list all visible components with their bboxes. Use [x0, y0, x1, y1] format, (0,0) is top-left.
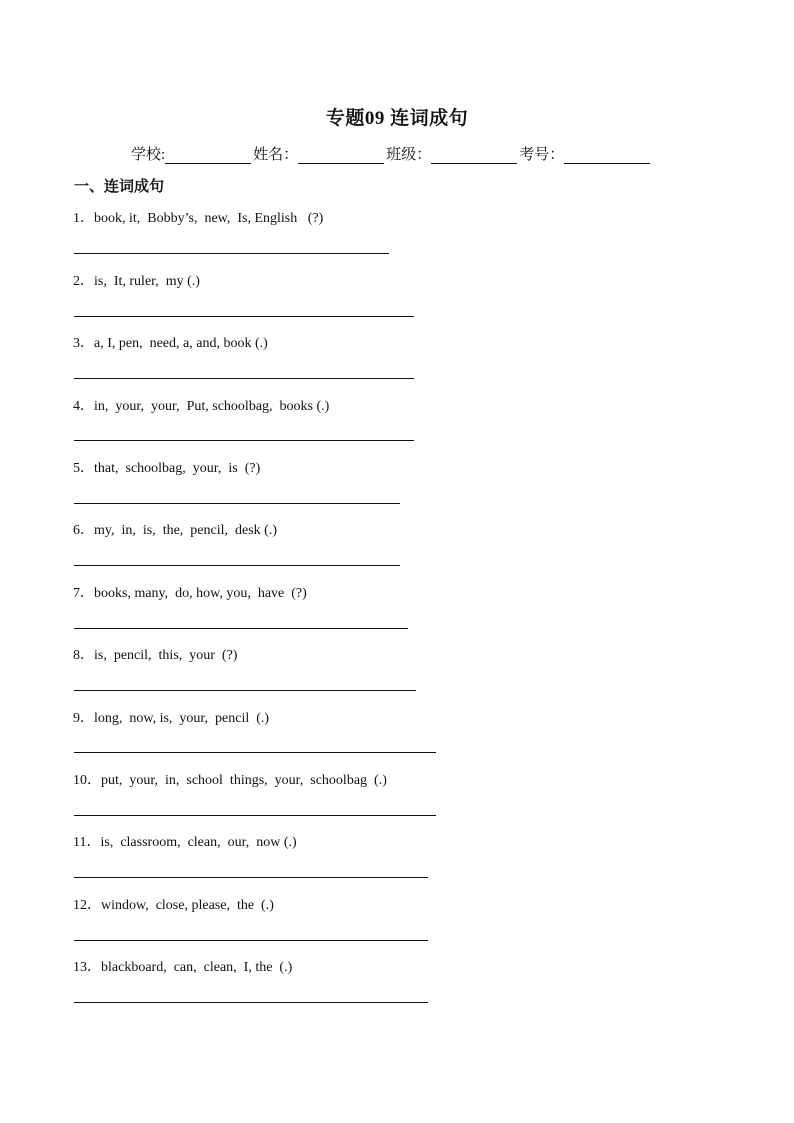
- question-1: 1．book, it, Bobby’s, new, Is, English (?): [73, 211, 324, 226]
- answer-line-9[interactable]: [74, 752, 436, 753]
- school-label: 学校:: [131, 147, 166, 163]
- answer-line-6[interactable]: [74, 565, 400, 566]
- class-label: 班级：: [386, 147, 432, 163]
- name-label: 姓名：: [253, 147, 299, 163]
- answer-line-7[interactable]: [74, 628, 408, 629]
- school-blank[interactable]: [165, 147, 251, 164]
- name-blank[interactable]: [298, 147, 384, 164]
- question-4: 4．in, your, your, Put, schoolbag, books (.): [73, 399, 330, 414]
- answer-line-8[interactable]: [74, 690, 416, 691]
- section-heading: 一、连词成句: [74, 179, 165, 195]
- question-8: 8．is, pencil, this, your (?): [73, 648, 238, 663]
- class-blank[interactable]: [431, 147, 517, 164]
- number-blank[interactable]: [564, 147, 650, 164]
- question-3: 3．a, I, pen, need, a, and, book (.): [73, 336, 268, 351]
- question-7: 7．books, many, do, how, you, have (?): [73, 586, 307, 601]
- page-title: 专题09 连词成句: [325, 108, 469, 129]
- question-13: 13．blackboard, can, clean, I, the (.): [73, 960, 293, 975]
- question-12: 12．window, close, please, the (.): [73, 898, 274, 913]
- number-label: 考号：: [519, 147, 565, 163]
- answer-line-2[interactable]: [74, 316, 414, 317]
- answer-line-10[interactable]: [74, 815, 436, 816]
- answer-line-11[interactable]: [74, 877, 428, 878]
- question-9: 9．long, now, is, your, pencil (.): [73, 711, 270, 726]
- question-2: 2．is, It, ruler, my (.): [73, 274, 200, 289]
- answer-line-13[interactable]: [74, 1002, 428, 1003]
- answer-line-1[interactable]: [74, 253, 389, 254]
- question-5: 5．that, schoolbag, your, is (?): [73, 461, 261, 476]
- answer-line-3[interactable]: [74, 378, 414, 379]
- answer-line-5[interactable]: [74, 503, 400, 504]
- answer-line-4[interactable]: [74, 440, 414, 441]
- answer-line-12[interactable]: [74, 940, 428, 941]
- question-6: 6．my, in, is, the, pencil, desk (.): [73, 523, 278, 538]
- question-10: 10．put, your, in, school things, your, schoolbag (.): [73, 773, 387, 788]
- question-11: 11．is, classroom, clean, our, now (.): [73, 835, 297, 850]
- student-info-row: [131, 143, 652, 164]
